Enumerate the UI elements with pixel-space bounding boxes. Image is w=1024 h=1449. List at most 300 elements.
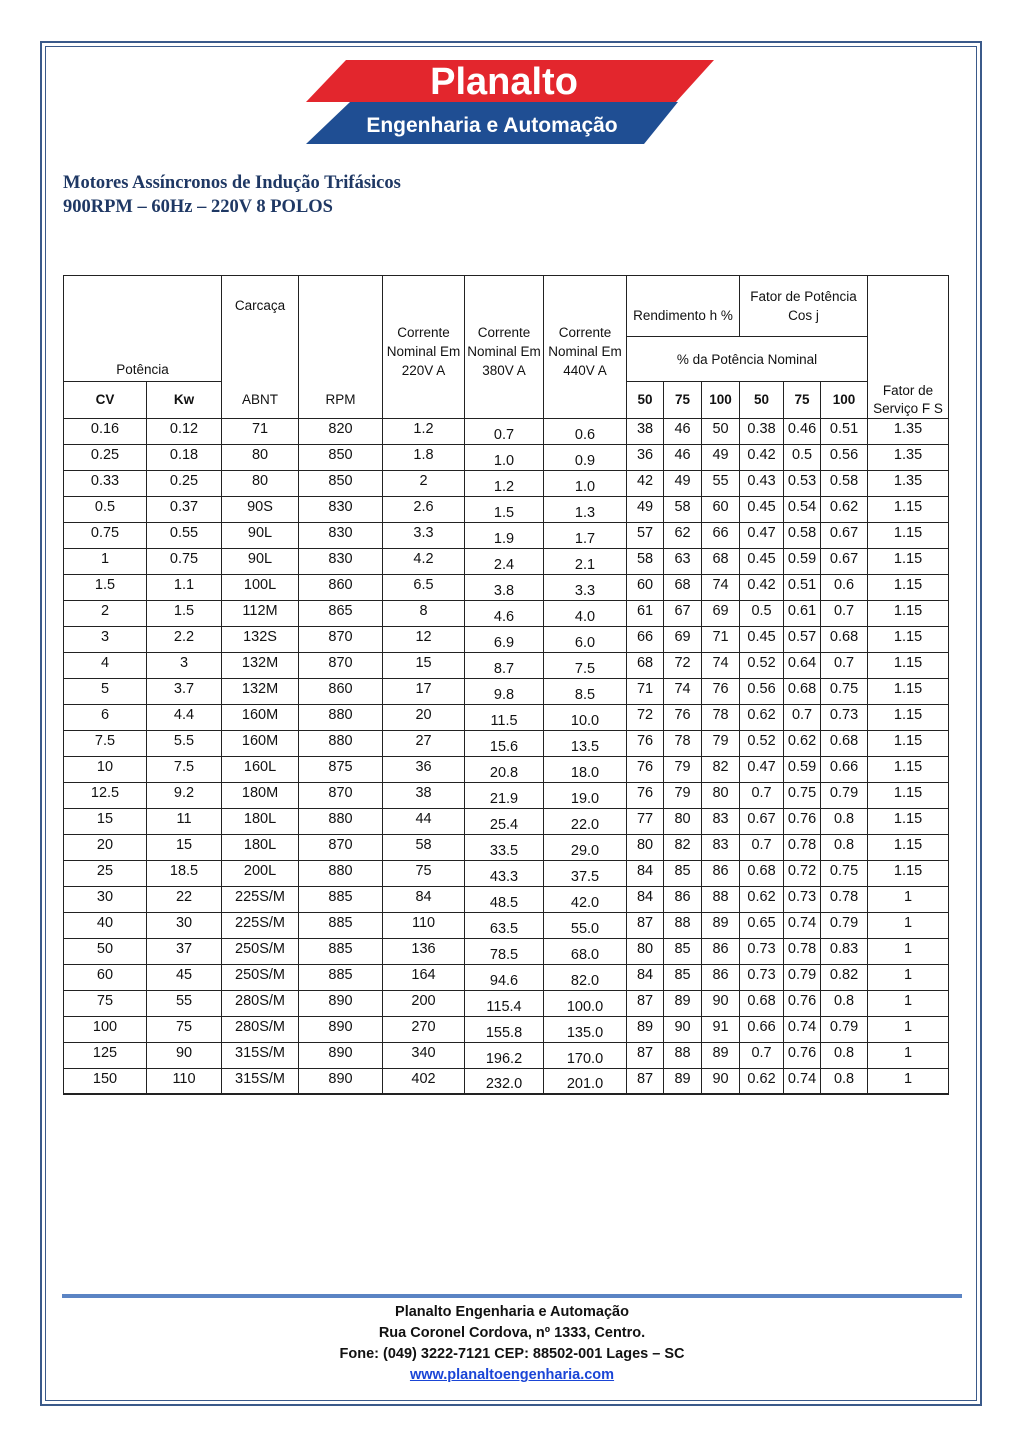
cell-fp-50: 0.66 <box>740 1016 784 1042</box>
cell-kw: 1.1 <box>147 574 222 600</box>
cell-corrente-220: 15 <box>383 652 465 678</box>
cell-corrente-220: 44 <box>383 808 465 834</box>
cell-rpm: 865 <box>299 600 383 626</box>
cell-corrente-440: 135.0 <box>544 1016 627 1042</box>
cell-abnt: 80 <box>222 470 299 496</box>
cell-abnt: 315S/M <box>222 1068 299 1094</box>
cell-rend-75: 79 <box>664 756 702 782</box>
cell-rend-50: 36 <box>627 444 664 470</box>
cell-cv: 100 <box>64 1016 147 1042</box>
cell-fp-75: 0.76 <box>784 990 821 1016</box>
cell-cv: 6 <box>64 704 147 730</box>
cell-corrente-380: 1.9 <box>465 522 544 548</box>
header-abnt: ABNT <box>222 382 299 419</box>
header-corrente-220-unit <box>383 382 465 419</box>
footer-contact: Fone: (049) 3222-7121 CEP: 88502-001 Lages – SC <box>339 1346 685 1362</box>
cell-corrente-380: 155.8 <box>465 1016 544 1042</box>
cell-kw: 22 <box>147 886 222 912</box>
cell-rend-100: 74 <box>702 574 740 600</box>
cell-fp-50: 0.52 <box>740 730 784 756</box>
cell-rend-100: 80 <box>702 782 740 808</box>
table-row <box>64 964 949 990</box>
cell-corrente-380: 232.0 <box>465 1068 544 1094</box>
header-corrente-380: Corrente Nominal Em 380V A <box>465 276 544 382</box>
cell-fator-servico: 1.15 <box>868 548 949 574</box>
cell-rend-75: 74 <box>664 678 702 704</box>
cell-fp-75: 0.74 <box>784 1016 821 1042</box>
cell-kw: 37 <box>147 938 222 964</box>
cell-cv: 1 <box>64 548 147 574</box>
cell-rend-100: 86 <box>702 860 740 886</box>
cell-fator-servico: 1.15 <box>868 860 949 886</box>
table-row <box>64 730 949 756</box>
cell-kw: 1.5 <box>147 600 222 626</box>
cell-corrente-220: 6.5 <box>383 574 465 600</box>
cell-rpm: 860 <box>299 574 383 600</box>
cell-rend-75: 58 <box>664 496 702 522</box>
cell-cv: 10 <box>64 756 147 782</box>
cell-abnt: 200L <box>222 860 299 886</box>
cell-fp-50: 0.7 <box>740 1042 784 1068</box>
cell-rend-50: 87 <box>627 912 664 938</box>
cell-corrente-220: 8 <box>383 600 465 626</box>
cell-corrente-380: 196.2 <box>465 1042 544 1068</box>
cell-corrente-220: 20 <box>383 704 465 730</box>
cell-cv: 0.5 <box>64 496 147 522</box>
cell-fator-servico: 1 <box>868 938 949 964</box>
cell-rend-75: 79 <box>664 782 702 808</box>
cell-rend-100: 49 <box>702 444 740 470</box>
cell-abnt: 132M <box>222 652 299 678</box>
cell-fp-50: 0.73 <box>740 938 784 964</box>
cell-kw: 90 <box>147 1042 222 1068</box>
cell-rpm: 890 <box>299 1068 383 1094</box>
cell-rend-50: 49 <box>627 496 664 522</box>
cell-fp-100: 0.8 <box>821 834 868 860</box>
cell-corrente-440: 1.7 <box>544 522 627 548</box>
cell-rend-50: 38 <box>627 418 664 444</box>
cell-fp-100: 0.51 <box>821 418 868 444</box>
cell-fator-servico: 1 <box>868 964 949 990</box>
cell-fp-75: 0.46 <box>784 418 821 444</box>
cell-corrente-440: 8.5 <box>544 678 627 704</box>
cell-corrente-380: 33.5 <box>465 834 544 860</box>
cell-fator-servico: 1.15 <box>868 730 949 756</box>
cell-kw: 0.55 <box>147 522 222 548</box>
cell-cv: 0.33 <box>64 470 147 496</box>
cell-rend-75: 88 <box>664 912 702 938</box>
cell-fator-servico: 1.15 <box>868 782 949 808</box>
header-corrente-380-unit <box>465 382 544 419</box>
table-row <box>64 756 949 782</box>
cell-cv: 5 <box>64 678 147 704</box>
cell-fp-100: 0.8 <box>821 990 868 1016</box>
cell-rend-75: 46 <box>664 418 702 444</box>
cell-fp-75: 0.76 <box>784 808 821 834</box>
cell-abnt: 100L <box>222 574 299 600</box>
cell-fp-100: 0.78 <box>821 886 868 912</box>
cell-rend-100: 88 <box>702 886 740 912</box>
cell-corrente-220: 84 <box>383 886 465 912</box>
cell-rend-100: 79 <box>702 730 740 756</box>
cell-rend-50: 66 <box>627 626 664 652</box>
cell-rend-50: 57 <box>627 522 664 548</box>
cell-fp-50: 0.62 <box>740 1068 784 1094</box>
cell-fp-50: 0.68 <box>740 990 784 1016</box>
cell-fp-50: 0.68 <box>740 860 784 886</box>
cell-cv: 150 <box>64 1068 147 1094</box>
cell-fp-100: 0.83 <box>821 938 868 964</box>
cell-corrente-380: 0.7 <box>465 418 544 444</box>
cell-corrente-440: 29.0 <box>544 834 627 860</box>
table-row <box>64 912 949 938</box>
header-fator-servico: Fator de Serviço F S <box>868 382 949 419</box>
header-rend-100: 100 <box>702 382 740 419</box>
table-row <box>64 652 949 678</box>
cell-kw: 3 <box>147 652 222 678</box>
cell-rend-100: 89 <box>702 1042 740 1068</box>
cell-fp-50: 0.45 <box>740 626 784 652</box>
cell-kw: 7.5 <box>147 756 222 782</box>
cell-corrente-380: 3.8 <box>465 574 544 600</box>
cell-rend-100: 60 <box>702 496 740 522</box>
cell-rend-75: 72 <box>664 652 702 678</box>
cell-rend-75: 69 <box>664 626 702 652</box>
table-row <box>64 522 949 548</box>
cell-kw: 3.7 <box>147 678 222 704</box>
cell-corrente-380: 8.7 <box>465 652 544 678</box>
footer-company: Planalto Engenharia e Automação <box>395 1304 629 1320</box>
header-rpm: RPM <box>299 382 383 419</box>
cell-cv: 1.5 <box>64 574 147 600</box>
cell-fp-75: 0.51 <box>784 574 821 600</box>
cell-fp-75: 0.57 <box>784 626 821 652</box>
header-rend-75: 75 <box>664 382 702 419</box>
cell-rend-100: 76 <box>702 678 740 704</box>
cell-corrente-440: 82.0 <box>544 964 627 990</box>
cell-abnt: 90L <box>222 548 299 574</box>
cell-abnt: 225S/M <box>222 886 299 912</box>
cell-rend-100: 82 <box>702 756 740 782</box>
cell-corrente-220: 12 <box>383 626 465 652</box>
cell-rend-100: 89 <box>702 912 740 938</box>
cell-rend-50: 87 <box>627 990 664 1016</box>
cell-fator-servico: 1.15 <box>868 678 949 704</box>
cell-abnt: 180L <box>222 834 299 860</box>
cell-corrente-380: 6.9 <box>465 626 544 652</box>
cell-fp-100: 0.58 <box>821 470 868 496</box>
cell-fp-75: 0.68 <box>784 678 821 704</box>
header-fator-servico-top <box>868 276 949 382</box>
cell-corrente-440: 100.0 <box>544 990 627 1016</box>
cell-rend-50: 61 <box>627 600 664 626</box>
cell-fp-75: 0.59 <box>784 756 821 782</box>
cell-fator-servico: 1.15 <box>868 522 949 548</box>
cell-fp-50: 0.42 <box>740 444 784 470</box>
cell-corrente-440: 201.0 <box>544 1068 627 1094</box>
header-fp-100: 100 <box>821 382 868 419</box>
cell-rpm: 870 <box>299 834 383 860</box>
cell-corrente-220: 75 <box>383 860 465 886</box>
cell-rend-50: 76 <box>627 782 664 808</box>
cell-fp-75: 0.58 <box>784 522 821 548</box>
footer <box>0 1302 1024 1386</box>
cell-cv: 3 <box>64 626 147 652</box>
cell-abnt: 280S/M <box>222 990 299 1016</box>
header-kw: Kw <box>147 382 222 419</box>
cell-fp-75: 0.78 <box>784 834 821 860</box>
cell-cv: 30 <box>64 886 147 912</box>
cell-fp-100: 0.82 <box>821 964 868 990</box>
cell-fp-50: 0.7 <box>740 782 784 808</box>
cell-corrente-440: 7.5 <box>544 652 627 678</box>
cell-fp-75: 0.79 <box>784 964 821 990</box>
cell-fator-servico: 1.15 <box>868 626 949 652</box>
cell-fp-100: 0.73 <box>821 704 868 730</box>
cell-corrente-440: 19.0 <box>544 782 627 808</box>
cell-fp-50: 0.7 <box>740 834 784 860</box>
cell-rend-50: 84 <box>627 886 664 912</box>
cell-corrente-440: 37.5 <box>544 860 627 886</box>
header-rendimento: Rendimento h % <box>627 276 740 337</box>
cell-rpm: 890 <box>299 990 383 1016</box>
table-row <box>64 834 949 860</box>
cell-fp-50: 0.47 <box>740 522 784 548</box>
cell-rend-75: 67 <box>664 600 702 626</box>
cell-rend-100: 66 <box>702 522 740 548</box>
cell-corrente-220: 110 <box>383 912 465 938</box>
cell-rend-75: 89 <box>664 1068 702 1094</box>
cell-fp-50: 0.47 <box>740 756 784 782</box>
title-line-1: Motores Assíncronos de Indução Trifásicos <box>63 173 401 193</box>
cell-corrente-380: 21.9 <box>465 782 544 808</box>
cell-fp-50: 0.42 <box>740 574 784 600</box>
cell-rend-50: 76 <box>627 756 664 782</box>
cell-corrente-440: 6.0 <box>544 626 627 652</box>
cell-rend-100: 90 <box>702 990 740 1016</box>
cell-kw: 2.2 <box>147 626 222 652</box>
cell-corrente-440: 55.0 <box>544 912 627 938</box>
cell-cv: 2 <box>64 600 147 626</box>
cell-fp-100: 0.79 <box>821 912 868 938</box>
cell-fator-servico: 1.35 <box>868 444 949 470</box>
table-row <box>64 444 949 470</box>
cell-rpm: 870 <box>299 652 383 678</box>
cell-cv: 20 <box>64 834 147 860</box>
cell-rpm: 880 <box>299 704 383 730</box>
header-carcaca: Carcaça <box>222 276 299 382</box>
cell-rend-50: 84 <box>627 860 664 886</box>
cell-corrente-440: 13.5 <box>544 730 627 756</box>
cell-rpm: 890 <box>299 1042 383 1068</box>
cell-rpm: 830 <box>299 522 383 548</box>
cell-rend-100: 68 <box>702 548 740 574</box>
cell-rend-100: 71 <box>702 626 740 652</box>
cell-corrente-440: 170.0 <box>544 1042 627 1068</box>
cell-corrente-220: 2 <box>383 470 465 496</box>
cell-cv: 50 <box>64 938 147 964</box>
cell-fator-servico: 1.15 <box>868 756 949 782</box>
title-line-2: 900RPM – 60Hz – 220V 8 POLOS <box>63 197 333 217</box>
cell-kw: 110 <box>147 1068 222 1094</box>
cell-rend-75: 63 <box>664 548 702 574</box>
cell-corrente-380: 9.8 <box>465 678 544 704</box>
cell-abnt: 160M <box>222 730 299 756</box>
cell-kw: 0.12 <box>147 418 222 444</box>
cell-rend-100: 50 <box>702 418 740 444</box>
cell-rend-100: 86 <box>702 964 740 990</box>
cell-fp-100: 0.75 <box>821 678 868 704</box>
cell-fator-servico: 1 <box>868 1042 949 1068</box>
cell-rpm: 850 <box>299 444 383 470</box>
cell-rend-50: 87 <box>627 1068 664 1094</box>
cell-kw: 9.2 <box>147 782 222 808</box>
cell-rend-50: 89 <box>627 1016 664 1042</box>
cell-fator-servico: 1.35 <box>868 470 949 496</box>
document-title <box>63 171 401 219</box>
cell-fator-servico: 1.35 <box>868 418 949 444</box>
cell-corrente-440: 68.0 <box>544 938 627 964</box>
cell-fp-100: 0.8 <box>821 1042 868 1068</box>
cell-fator-servico: 1.15 <box>868 834 949 860</box>
cell-corrente-440: 4.0 <box>544 600 627 626</box>
cell-abnt: 180M <box>222 782 299 808</box>
footer-website-link[interactable]: www.planaltoengenharia.com <box>409 1367 615 1383</box>
cell-rpm: 885 <box>299 964 383 990</box>
cell-kw: 5.5 <box>147 730 222 756</box>
cell-fp-100: 0.7 <box>821 600 868 626</box>
table-row <box>64 600 949 626</box>
cell-fator-servico: 1.15 <box>868 652 949 678</box>
cell-corrente-220: 270 <box>383 1016 465 1042</box>
cell-fp-50: 0.56 <box>740 678 784 704</box>
cell-kw: 0.18 <box>147 444 222 470</box>
cell-corrente-220: 200 <box>383 990 465 1016</box>
cell-kw: 75 <box>147 1016 222 1042</box>
cell-corrente-380: 11.5 <box>465 704 544 730</box>
cell-fp-100: 0.56 <box>821 444 868 470</box>
cell-abnt: 71 <box>222 418 299 444</box>
cell-rpm: 870 <box>299 626 383 652</box>
cell-fp-75: 0.75 <box>784 782 821 808</box>
cell-fator-servico: 1.15 <box>868 600 949 626</box>
cell-rend-50: 68 <box>627 652 664 678</box>
cell-rend-100: 55 <box>702 470 740 496</box>
cell-corrente-220: 164 <box>383 964 465 990</box>
cell-abnt: 132M <box>222 678 299 704</box>
cell-rend-50: 87 <box>627 1042 664 1068</box>
cell-rend-75: 85 <box>664 964 702 990</box>
cell-fp-50: 0.43 <box>740 470 784 496</box>
motor-spec-table <box>63 275 949 1095</box>
cell-corrente-440: 10.0 <box>544 704 627 730</box>
table-row <box>64 626 949 652</box>
cell-fp-50: 0.5 <box>740 600 784 626</box>
cell-rend-100: 78 <box>702 704 740 730</box>
table-row <box>64 1068 949 1094</box>
cell-cv: 125 <box>64 1042 147 1068</box>
cell-corrente-380: 25.4 <box>465 808 544 834</box>
cell-abnt: 160M <box>222 704 299 730</box>
cell-fp-100: 0.6 <box>821 574 868 600</box>
cell-cv: 40 <box>64 912 147 938</box>
cell-fp-75: 0.53 <box>784 470 821 496</box>
cell-rend-50: 60 <box>627 574 664 600</box>
cell-corrente-220: 136 <box>383 938 465 964</box>
cell-corrente-220: 3.3 <box>383 522 465 548</box>
table-row <box>64 782 949 808</box>
cell-abnt: 180L <box>222 808 299 834</box>
cell-rpm: 875 <box>299 756 383 782</box>
cell-corrente-380: 2.4 <box>465 548 544 574</box>
cell-fp-50: 0.62 <box>740 704 784 730</box>
cell-corrente-380: 63.5 <box>465 912 544 938</box>
cell-rend-50: 80 <box>627 834 664 860</box>
cell-abnt: 315S/M <box>222 1042 299 1068</box>
cell-fp-100: 0.66 <box>821 756 868 782</box>
cell-rpm: 820 <box>299 418 383 444</box>
header-fator-potencia: Fator de Potência Cos j <box>740 276 868 337</box>
cell-fator-servico: 1.15 <box>868 704 949 730</box>
header-potencia: Potência <box>64 276 222 382</box>
cell-rend-75: 82 <box>664 834 702 860</box>
cell-corrente-220: 402 <box>383 1068 465 1094</box>
table-row <box>64 1016 949 1042</box>
table-row <box>64 548 949 574</box>
header-corrente-220: Corrente Nominal Em 220V A <box>383 276 465 382</box>
cell-rend-75: 88 <box>664 1042 702 1068</box>
cell-rpm: 860 <box>299 678 383 704</box>
cell-abnt: 80 <box>222 444 299 470</box>
cell-corrente-440: 0.6 <box>544 418 627 444</box>
cell-fator-servico: 1 <box>868 990 949 1016</box>
cell-kw: 15 <box>147 834 222 860</box>
cell-fp-75: 0.59 <box>784 548 821 574</box>
cell-fator-servico: 1 <box>868 912 949 938</box>
cell-kw: 45 <box>147 964 222 990</box>
cell-cv: 0.16 <box>64 418 147 444</box>
cell-abnt: 280S/M <box>222 1016 299 1042</box>
cell-fp-100: 0.75 <box>821 860 868 886</box>
cell-rpm: 880 <box>299 808 383 834</box>
cell-corrente-380: 48.5 <box>465 886 544 912</box>
cell-rpm: 885 <box>299 912 383 938</box>
cell-fp-50: 0.52 <box>740 652 784 678</box>
cell-rend-75: 85 <box>664 938 702 964</box>
cell-cv: 12.5 <box>64 782 147 808</box>
table-row <box>64 938 949 964</box>
cell-rend-75: 86 <box>664 886 702 912</box>
cell-fp-100: 0.68 <box>821 730 868 756</box>
cell-fp-75: 0.5 <box>784 444 821 470</box>
cell-fp-75: 0.64 <box>784 652 821 678</box>
table-row <box>64 470 949 496</box>
cell-corrente-220: 2.6 <box>383 496 465 522</box>
cell-rpm: 870 <box>299 782 383 808</box>
cell-corrente-440: 3.3 <box>544 574 627 600</box>
cell-corrente-380: 1.2 <box>465 470 544 496</box>
cell-abnt: 250S/M <box>222 938 299 964</box>
cell-rpm: 890 <box>299 1016 383 1042</box>
cell-fp-50: 0.45 <box>740 496 784 522</box>
cell-abnt: 250S/M <box>222 964 299 990</box>
cell-corrente-220: 340 <box>383 1042 465 1068</box>
cell-corrente-380: 94.6 <box>465 964 544 990</box>
cell-fp-50: 0.67 <box>740 808 784 834</box>
cell-corrente-380: 115.4 <box>465 990 544 1016</box>
cell-cv: 15 <box>64 808 147 834</box>
cell-fp-100: 0.79 <box>821 782 868 808</box>
